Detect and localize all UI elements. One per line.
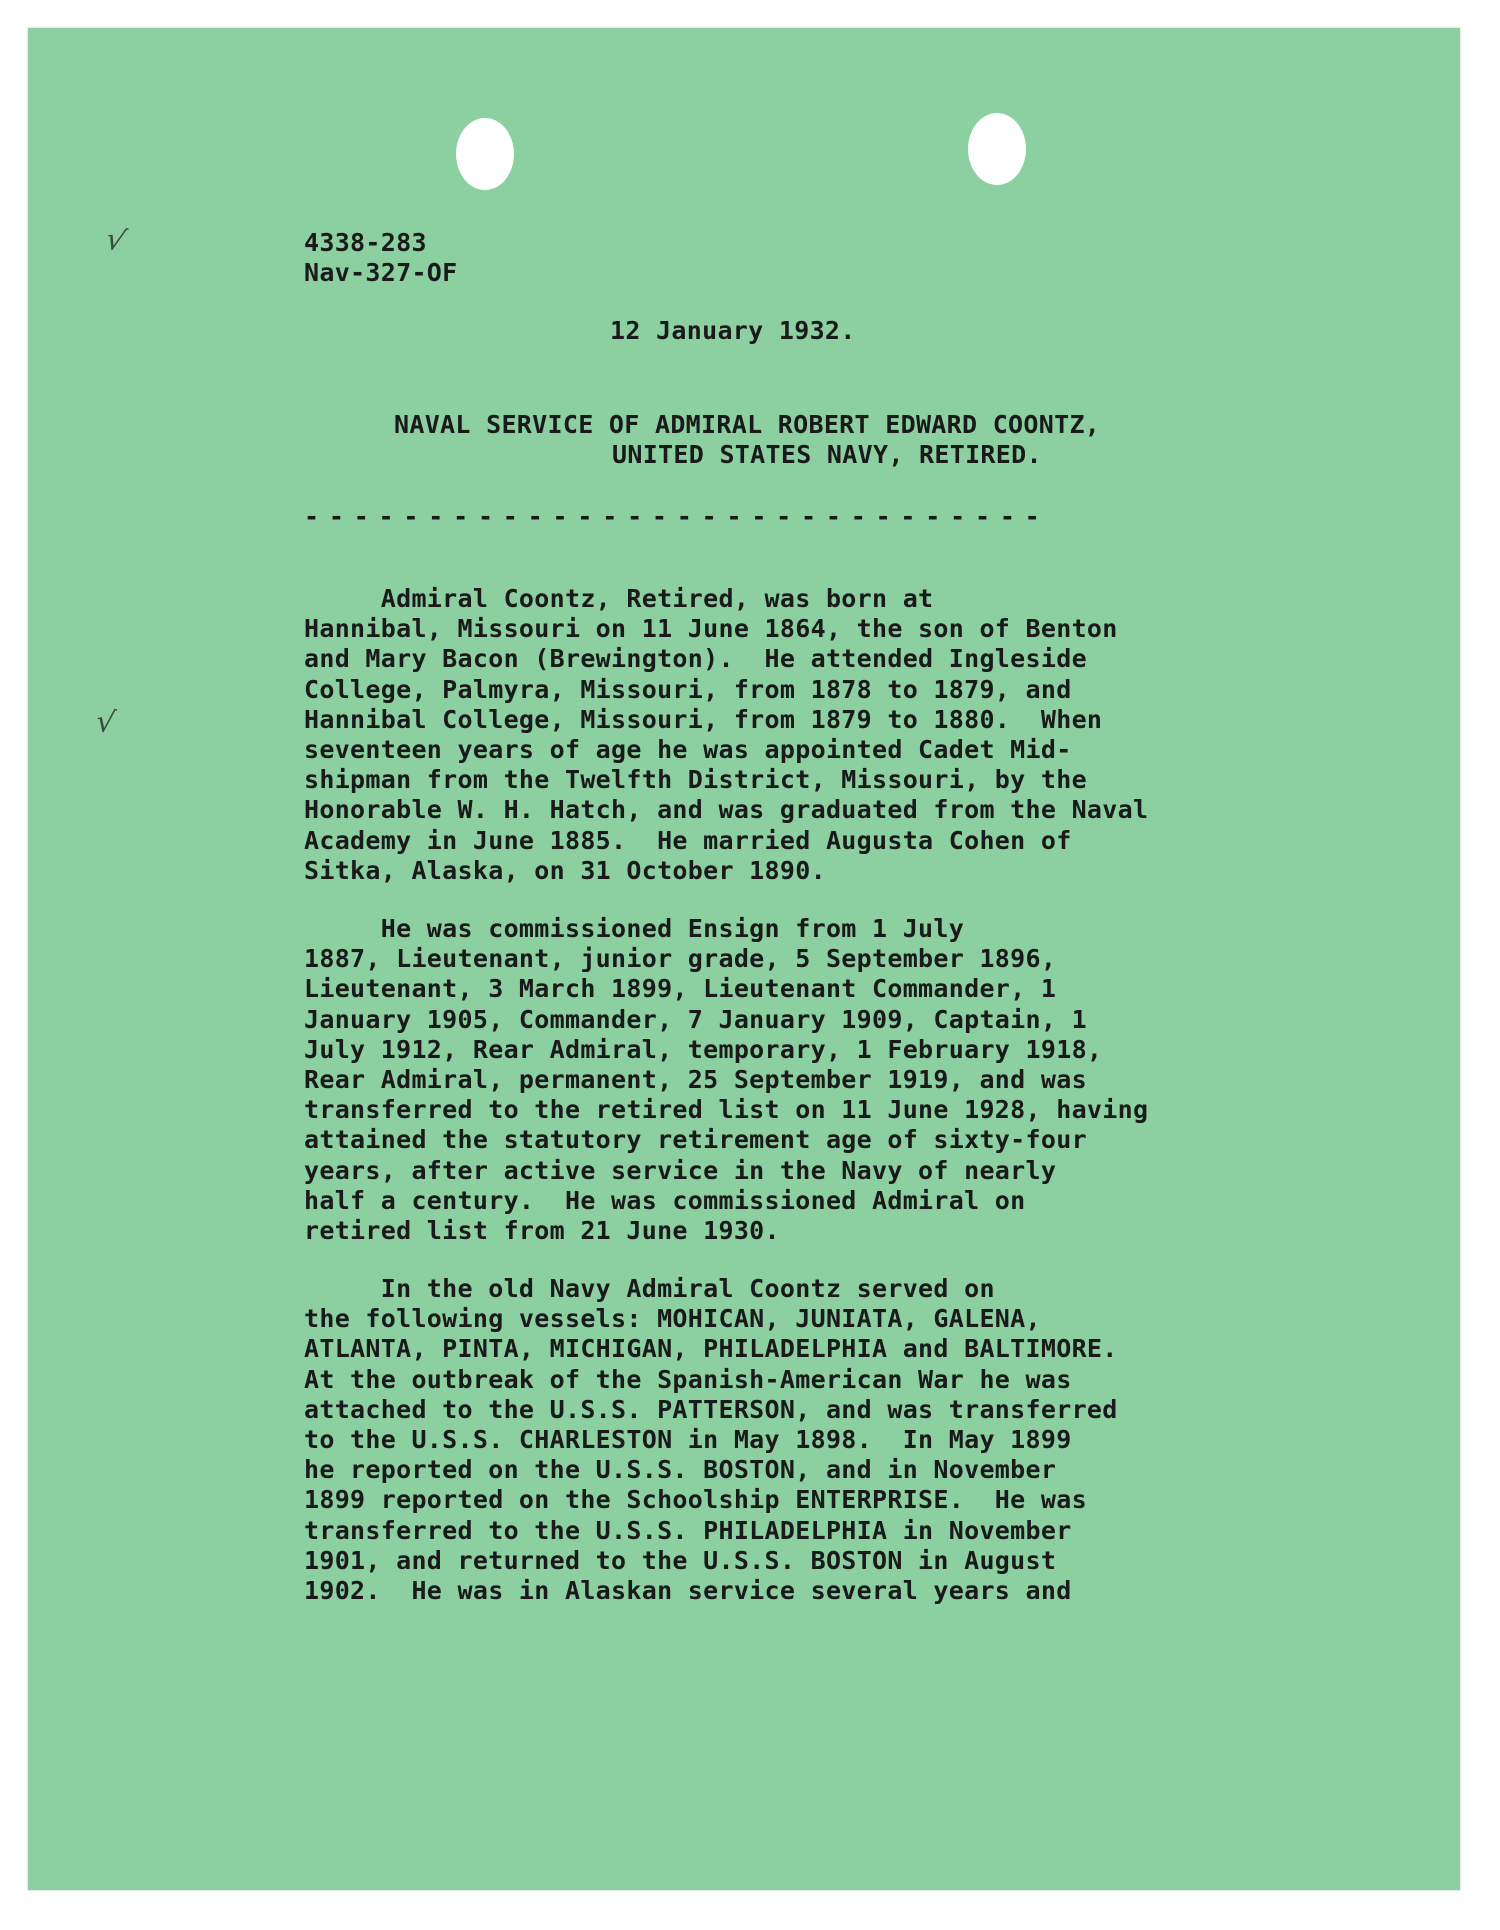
- reference-block: [304, 228, 458, 288]
- document-page: [28, 28, 1460, 1890]
- paragraph-commissions: He was commissioned Ensign from 1 July 1887, Lieutenant, junior grade, 5 September 1896, Lieutenant, 3 March 1899, Lieutenant Commander, 1 January 1905, Commander, 7 January 1909, Captain, 1 July 1912, Rear Admiral, temporary, 1 February 1918, Rear Admiral, permanent, 25 September 1919, and was transferred to the retired list on 11 June 1928, having attained the statutory retirement age of sixty-four years, after active service in the Navy of nearly half a century. He was commissioned Admiral on retired list from 21 June 1930.: [304, 914, 1149, 1246]
- divider-line: ------------------------------: [304, 502, 1050, 531]
- punch-hole-left: [456, 118, 514, 190]
- punch-hole-right: [968, 113, 1026, 185]
- reference-code: Nav-327-OF: [304, 258, 458, 288]
- title-line-1: NAVAL SERVICE OF ADMIRAL ROBERT EDWARD COONTZ,: [394, 410, 1101, 439]
- document-title: [394, 410, 1100, 470]
- paragraph-vessels: In the old Navy Admiral Coontz served on the following vessels: MOHICAN, JUNIATA, GALENA, ATLANTA, PINTA, MICHIGAN, PHILADELPHIA and BALTIMORE. At the outbreak of the Spanish-American War he was attached to the U.S.S. PATTERSON, and was transferred to the U.S.S. CHARLESTON in May 1898. In May 1899 he reported on the U.S.S. BOSTON, and in November 1899 reported on the Schoolship ENTERPRISE. He was transferred to the U.S.S. PHILADELPHIA in November 1901, and returned to the U.S.S. BOSTON in August 1902. He was in Alaskan service several years and: [304, 1274, 1118, 1606]
- paragraph-birth-education: Admiral Coontz, Retired, was born at Hannibal, Missouri on 11 June 1864, the son of Benton and Mary Bacon (Brewington). He attended Ingleside College, Palmyra, Missouri, from 1878 to 1879, and Hannibal College, Missouri, from 1879 to 1880. When seventeen years of age he was appointed Cadet Mid- shipman from the Twelfth District, Missouri, by the Honorable W. H. Hatch, and was graduated from the Naval Academy in June 1885. He married Augusta Cohen of Sitka, Alaska, on 31 October 1890.: [304, 584, 1149, 885]
- document-date: 12 January 1932.: [610, 316, 856, 345]
- title-line-2: UNITED STATES NAVY, RETIRED.: [612, 440, 1042, 470]
- check-mark-icon: √: [93, 703, 118, 742]
- reference-number: 4338-283: [304, 228, 427, 257]
- check-mark-icon: √: [101, 221, 130, 260]
